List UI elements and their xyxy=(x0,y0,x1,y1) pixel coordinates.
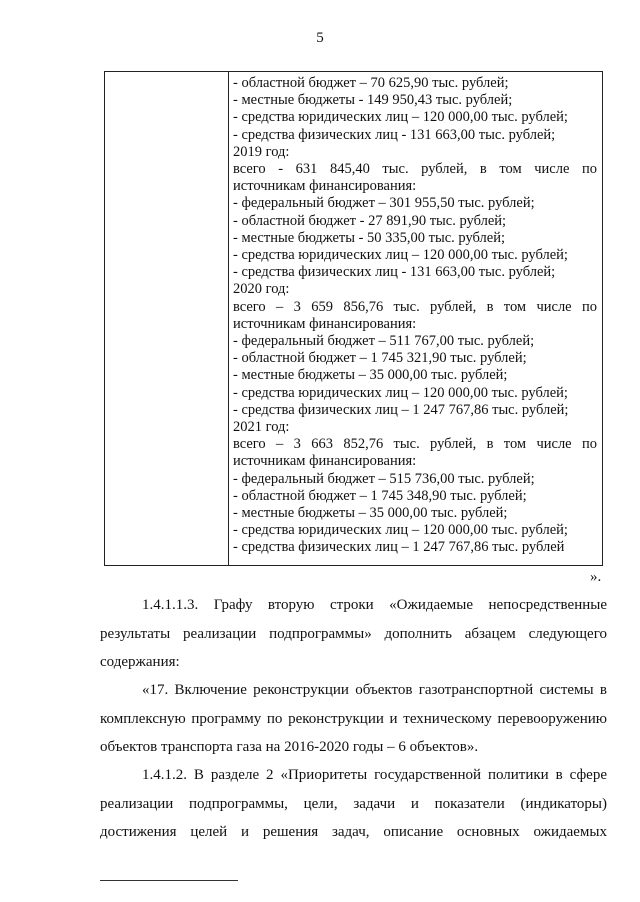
table-line: всего – 3 663 852,76 тыс. рублей, в том числе по xyxy=(233,436,597,453)
table-line: 2019 год: xyxy=(233,143,290,160)
table-line: источникам финансирования: xyxy=(233,315,417,332)
table-line: источникам финансирования: xyxy=(233,178,417,195)
paragraph-amendment-1-4-1-1-3 xyxy=(100,591,607,677)
paragraph-quoted-item-17 xyxy=(100,676,607,762)
paragraph-line: 1.4.1.1.3. Графу вторую строки «Ожидаемые непосредственные xyxy=(142,597,607,613)
financing-table xyxy=(104,71,603,566)
paragraph-amendment-1-4-1-2 xyxy=(100,761,607,847)
paragraph-line: реализации подпрограммы, цели, задачи и показатели (индикаторы) xyxy=(100,795,607,812)
table-line: - средства юридических лиц – 120 000,00 тыс. рублей; xyxy=(233,384,568,401)
paragraph-line: «17. Включение реконструкции объектов газотранспортной системы в xyxy=(142,682,607,698)
paragraph-line: комплексную программу по реконструкции и техническому перевооружению xyxy=(100,710,607,727)
table-line: - областной бюджет – 1 745 321,90 тыс. рублей; xyxy=(233,350,527,367)
table-line: источникам финансирования: xyxy=(233,453,417,470)
closing-quote: ». xyxy=(590,569,602,585)
paragraph-line: 1.4.1.2. В разделе 2 «Приоритеты государственной политики в сфере xyxy=(142,767,607,783)
table-line: - областной бюджет – 70 625,90 тыс. рублей; xyxy=(233,75,509,91)
table-line: - средства физических лиц - 131 663,00 тыс. рублей; xyxy=(233,126,556,143)
table-line: - средства физических лиц – 1 247 767,86 тыс. рублей; xyxy=(233,401,569,418)
table-line: - местные бюджеты – 35 000,00 тыс. рублей; xyxy=(233,367,508,384)
table-line: всего - 631 845,40 тыс. рублей, в том числе по xyxy=(233,161,597,178)
table-line: 2021 год: xyxy=(233,419,290,436)
table-line: - средства юридических лиц – 120 000,00 тыс. рублей; xyxy=(233,247,568,264)
table-line: - средства физических лиц - 131 663,00 тыс. рублей; xyxy=(233,264,556,281)
table-line: - средства физических лиц – 1 247 767,86 тыс. рублей xyxy=(233,539,565,556)
table-line: - местные бюджеты – 35 000,00 тыс. рублей; xyxy=(233,505,508,522)
table-right-cell xyxy=(233,75,597,557)
paragraph-line: достижения целей и решения задач, описание основных ожидаемых xyxy=(100,824,607,840)
paragraph-line: содержания: xyxy=(100,654,180,670)
table-line: 2020 год: xyxy=(233,281,290,298)
table-line: - местные бюджеты - 50 335,00 тыс. рублей; xyxy=(233,229,506,246)
table-line: - федеральный бюджет – 301 955,50 тыс. рублей; xyxy=(233,195,535,212)
table-line: - средства юридических лиц – 120 000,00 тыс. рублей; xyxy=(233,109,568,126)
table-line: - местные бюджеты - 149 950,43 тыс. рублей; xyxy=(233,92,513,109)
footnote-rule xyxy=(100,880,238,881)
table-line: - областной бюджет - 27 891,90 тыс. рублей; xyxy=(233,212,507,229)
paragraph-line: объектов транспорта газа на 2016-2020 годы – 6 объектов». xyxy=(100,739,479,755)
table-line: - средства юридических лиц – 120 000,00 тыс. рублей; xyxy=(233,522,568,539)
paragraph-line: результаты реализации подпрограммы» дополнить абзацем следующего xyxy=(100,625,607,642)
table-line: - федеральный бюджет – 511 767,00 тыс. рублей; xyxy=(233,333,535,350)
page-number: 5 xyxy=(316,30,324,46)
table-line: - федеральный бюджет – 515 736,00 тыс. рублей; xyxy=(233,470,535,487)
table-left-cell xyxy=(105,72,229,565)
table-line: всего – 3 659 856,76 тыс. рублей, в том числе по xyxy=(233,298,597,315)
table-line: - областной бюджет – 1 745 348,90 тыс. рублей; xyxy=(233,487,527,504)
